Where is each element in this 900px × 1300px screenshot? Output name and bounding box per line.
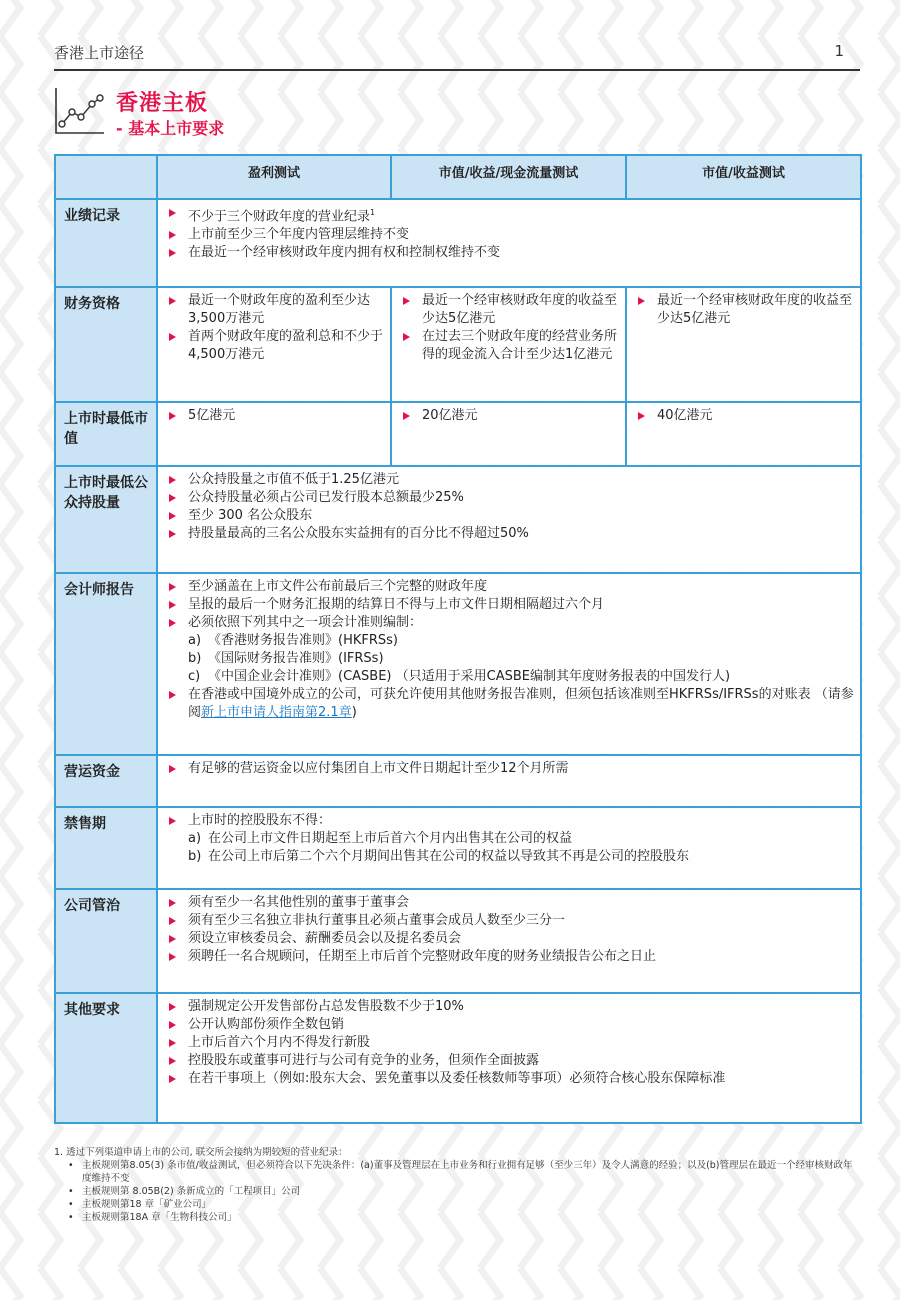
sub-text: 在公司上市文件日期起至上市后首六个月内出售其在公司的权益 [208,831,573,846]
accountant-report-cell [157,573,861,755]
sub-letter: b) [188,849,202,864]
list-item: 最近一个经审核财政年度的收益至少达5亿港元 [400,292,619,328]
row-label: 公司管治 [55,889,157,993]
list-item: 5亿港元 [166,407,384,425]
list-item: 须设立审核委员会、薪酬委员会以及提名委员会 [166,930,854,948]
market-cap-cashflow-cell [391,402,626,466]
list-item [166,614,854,686]
list-item: 公众持股量之市值不低于1.25亿港元 [166,471,854,489]
list-item: 上市后首六个月内不得发行新股 [166,1034,854,1052]
list-item: 有足够的营运资金以应付集团自上市文件日期起计至少12个月所需 [166,760,854,778]
row-label: 上市时最低市值 [55,402,157,466]
sub-text: 《国际财务报告准则》(IFRSs) [208,651,384,666]
list-item: 强制规定公开发售部份占总发售股数不少于10% [166,998,854,1016]
footnote-marker: 1 [370,208,376,217]
sub-letter: a) [188,633,202,648]
list-item: 最近一个经审核财政年度的收益至少达5亿港元 [635,292,854,328]
list-item: 至少 300 名公众股东 [166,507,854,525]
list-item-text: 必须依照下列其中之一项会计准则编制： [188,615,423,630]
market-cap-revenue-cell [626,402,861,466]
row-governance [55,889,861,993]
list-item: 在若干事项上（例如:股东大会、罢免董事以及委任核数师等事项）必须符合核心股东保障标准 [166,1070,854,1088]
row-label: 禁售期 [55,807,157,889]
header-title: 香港上市途径 [54,44,145,62]
row-label: 会计师报告 [55,573,157,755]
list-item: 公众持股量必须占公司已发行股本总额最少25% [166,489,854,507]
sub-text: 《中国企业会计准则》(CASBE) （只适用于采用CASBE编制其年度财务报表的中国发行人) [208,669,731,684]
section-title-block [54,86,354,146]
footnote-heading: 1. 透过下列渠道申请上市的公司, 联交所会接纳为期较短的营业纪录： [54,1147,348,1158]
row-track-record [55,199,861,287]
requirements-table [54,154,862,1124]
row-public-float [55,466,861,573]
list-item: 首两个财政年度的盈利总和不少于4,500万港元 [166,328,384,364]
list-item: 在最近一个经审核财政年度内拥有权和控制权维持不变 [166,244,854,262]
list-item-text: ) [351,705,357,720]
list-item: 最近一个财政年度的盈利至少达3,500万港元 [166,292,384,328]
row-label: 营运资金 [55,755,157,807]
sub-letter: c) [188,669,201,684]
row-label: 其他要求 [55,993,157,1123]
sub-item [188,632,854,650]
sub-letter: b) [188,651,202,666]
sub-text: 在公司上市后第二个六个月期间出售其在公司的权益以导致其不再是公司的控股股东 [208,849,690,864]
row-working-capital [55,755,861,807]
section-title: 香港主板 [116,91,209,116]
page-header [54,40,860,72]
track-record-cell [157,199,861,287]
header-cashflow-test: 市值/收益/现金流量测试 [391,155,626,199]
public-float-cell [157,466,861,573]
row-financial [55,287,861,402]
market-cap-profit-cell [157,402,391,466]
row-other-requirements [55,993,861,1123]
header-revenue-test: 市值/收益测试 [626,155,861,199]
sub-letter: a) [188,831,202,846]
sub-item [188,848,854,866]
header-rule [54,69,860,71]
list-item: 须聘任一名合规顾问，任期至上市后首个完整财政年度的财务业绩报告公布之日止 [166,948,854,966]
list-item [166,686,854,722]
lockup-cell [157,807,861,889]
financial-profit-cell [157,287,391,402]
list-item: 持股量最高的三名公众股东实益拥有的百分比不得超过50% [166,525,854,543]
guide-link[interactable]: 新上市申请人指南第2.1章 [201,705,352,720]
sub-text: 《香港财务报告准则》(HKFRSs) [208,633,398,648]
other-requirements-cell [157,993,861,1123]
footnote-item: • 主板规则第18 章「矿业公司」 [54,1198,860,1211]
list-item: 须有至少三名独立非执行董事且必须占董事会成员人数至少三分一 [166,912,854,930]
list-item-text: 不少于三个财政年度的营业纪录 [188,209,371,225]
list-item: 公开认购部份须作全数包销 [166,1016,854,1034]
list-item: 控股股东或董事可进行与公司有竞争的业务，但须作全面披露 [166,1052,854,1070]
list-item-text: 在香港或中国境外成立的公司，可获允许使用其他财务报告准则，但须包括该准则至HKFRSs/IFRSs的对账表 （请参阅 [188,687,854,720]
list-item: 40亿港元 [635,407,854,425]
footnotes [54,1146,860,1224]
row-lockup [55,807,861,889]
list-item-text: 上市时的控股股东不得： [188,813,332,828]
sub-item [188,830,854,848]
row-accountant-report [55,573,861,755]
list-item: 上市前至少三个年度内管理层维持不变 [166,226,854,244]
header-corner [55,155,157,199]
page-number: 1 [834,42,844,60]
list-item: 在过去三个财政年度的经营业务所得的现金流入合计至少达1亿港元 [400,328,619,364]
financial-cashflow-cell [391,287,626,402]
row-label: 上市时最低公众持股量 [55,466,157,573]
list-item [166,204,854,226]
list-item: 20亿港元 [400,407,619,425]
working-capital-cell [157,755,861,807]
governance-cell [157,889,861,993]
footnote-item: • 主板规则第18A 章「生物科技公司」 [54,1211,860,1224]
section-subtitle: - 基本上市要求 [116,119,225,138]
header-profit-test: 盈利测试 [157,155,391,199]
list-item: 须有至少一名其他性别的董事于董事会 [166,894,854,912]
sub-item [188,668,854,686]
list-item: 呈报的最后一个财务汇报期的结算日不得与上市文件日期相隔超过六个月 [166,596,854,614]
table-header-row [55,155,861,199]
list-item [166,812,854,866]
row-market-cap [55,402,861,466]
line-chart-icon [54,86,106,136]
footnote-item: • 主板规则第8.05(3) 条市值/收益测试，但必须符合以下先决条件：(a)董事及管理层在上市业务和行业拥有足够（至少三年）及令人满意的经验；以及(b)管理层在最近一个经审核财政年度维持不变 [54,1159,860,1185]
sub-item [188,650,854,668]
financial-revenue-cell [626,287,861,402]
row-label: 财务资格 [55,287,157,402]
list-item: 至少涵盖在上市文件公布前最后三个完整的财政年度 [166,578,854,596]
row-label: 业绩记录 [55,199,157,287]
footnote-item: • 主板规则第 8.05B(2) 条新成立的「工程项目」公司 [54,1185,860,1198]
